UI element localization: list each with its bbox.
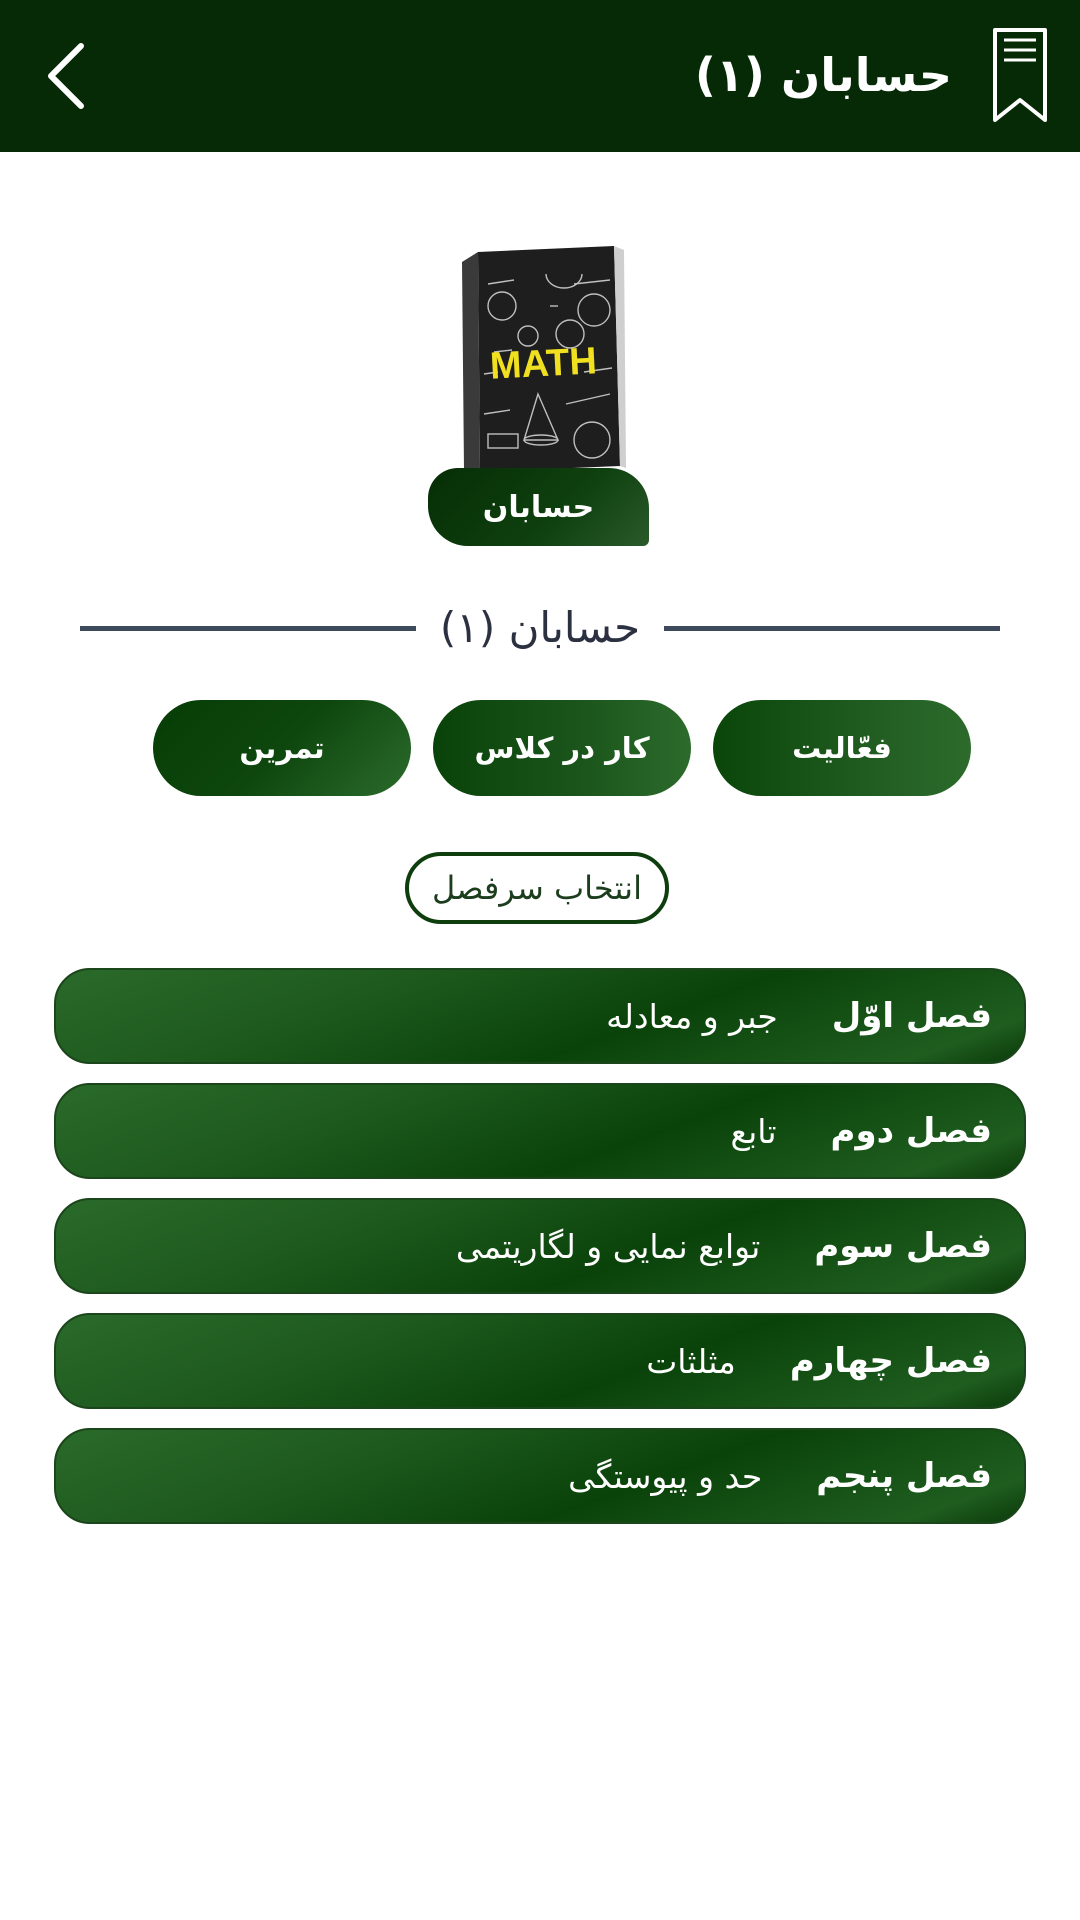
section-title-text: حسابان (۱) bbox=[439, 603, 641, 652]
chapter-number: فصل اوّل bbox=[831, 996, 992, 1036]
select-chapter-label: انتخاب سرفصل bbox=[405, 852, 669, 924]
chapter-number: فصل سوم bbox=[814, 1226, 992, 1266]
book-cover-title: MATH bbox=[488, 340, 598, 388]
divider-line-left bbox=[80, 626, 416, 631]
chapter-item-5[interactable] bbox=[54, 1428, 1026, 1524]
chevron-left-icon bbox=[43, 40, 87, 112]
chapter-name: مثلثات bbox=[646, 1341, 736, 1381]
chapter-number: فصل چهارم bbox=[789, 1341, 992, 1381]
back-button[interactable] bbox=[30, 34, 100, 118]
page-title: حسابان (۱) bbox=[694, 48, 952, 102]
book-cover-image bbox=[454, 244, 626, 474]
chapter-item-2[interactable] bbox=[54, 1083, 1026, 1179]
tab-exercise[interactable]: تمرین bbox=[153, 700, 411, 796]
book-name-badge: حسابان bbox=[428, 468, 649, 546]
chapter-name: تابع bbox=[730, 1111, 777, 1151]
chapter-name: توابع نمایی و لگاریتمی bbox=[455, 1226, 761, 1266]
chapter-name: حد و پیوستگی bbox=[568, 1456, 763, 1496]
section-title bbox=[80, 596, 1000, 660]
bookmark-button[interactable] bbox=[990, 26, 1050, 126]
app-header bbox=[0, 0, 1080, 152]
chapter-item-3[interactable] bbox=[54, 1198, 1026, 1294]
bookmark-icon bbox=[990, 26, 1050, 126]
chapter-item-1[interactable] bbox=[54, 968, 1026, 1064]
chapter-item-4[interactable] bbox=[54, 1313, 1026, 1409]
chapter-number: فصل پنجم bbox=[816, 1456, 992, 1496]
tab-activity[interactable]: فعّالیت bbox=[713, 700, 971, 796]
tab-classwork[interactable]: کار در کلاس bbox=[433, 700, 691, 796]
divider-line-right bbox=[664, 626, 1000, 631]
chapter-number: فصل دوم bbox=[830, 1111, 992, 1151]
chapter-name: جبر و معادله bbox=[606, 996, 778, 1036]
